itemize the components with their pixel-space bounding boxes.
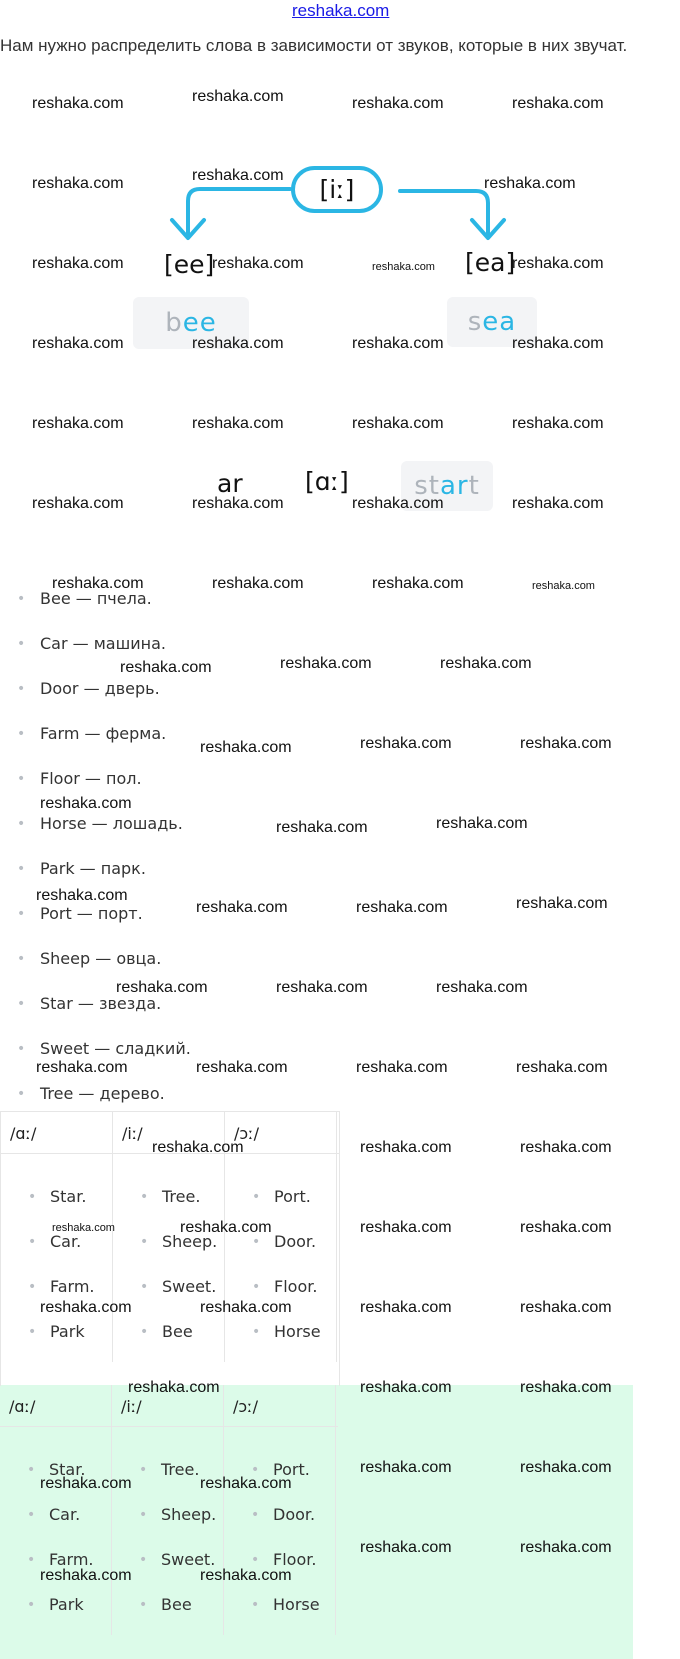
watermark: reshaka.com xyxy=(116,979,208,996)
watermark: reshaka.com xyxy=(512,255,604,272)
watermark: reshaka.com xyxy=(32,495,124,512)
watermark: reshaka.com xyxy=(280,655,372,672)
watermark: reshaka.com xyxy=(52,575,144,592)
watermark: reshaka.com xyxy=(192,415,284,432)
watermark: reshaka.com xyxy=(200,1475,292,1492)
watermark: reshaka.com xyxy=(512,95,604,112)
list-item: • Star — звезда. xyxy=(0,989,260,1034)
list-item: • Sweet — сладкий. xyxy=(0,1034,260,1079)
list-item: • Floor — пол. xyxy=(0,764,260,809)
list-item: • Horse — лошадь. xyxy=(0,809,260,854)
sounds-table-answer xyxy=(0,1385,338,1659)
watermark: reshaka.com xyxy=(200,1299,292,1316)
watermark: reshaka.com xyxy=(192,88,284,105)
list-item: • Door — дверь. xyxy=(0,674,260,719)
sound-ii-pill xyxy=(291,166,383,213)
watermark: reshaka.com xyxy=(520,1219,612,1236)
example-bee: b ee xyxy=(133,297,249,349)
watermark: reshaka.com xyxy=(360,735,452,752)
table-header: /ɔː/ xyxy=(225,1112,337,1153)
watermark: reshaka.com xyxy=(32,255,124,272)
right-arrow-icon xyxy=(400,191,488,236)
watermark: reshaka.com xyxy=(276,819,368,836)
watermark: reshaka.com xyxy=(36,887,128,904)
watermark: reshaka.com xyxy=(40,1475,132,1492)
watermark: reshaka.com xyxy=(152,1139,244,1156)
intro-text: Нам нужно распределить слова в зависимости от звуков, которые в них звучат. xyxy=(0,36,628,55)
list-item: • Star. xyxy=(1,1182,112,1227)
watermark: reshaka.com xyxy=(520,735,612,752)
list-item: • Horse xyxy=(225,1317,336,1362)
watermark: reshaka.com xyxy=(360,1539,452,1556)
list-item: • Sweet. xyxy=(113,1272,224,1317)
watermark: reshaka.com xyxy=(192,335,284,352)
watermark: reshaka.com xyxy=(484,175,576,192)
list-item: • Star. xyxy=(0,1455,111,1500)
table-column xyxy=(225,1154,337,1362)
table-column xyxy=(112,1427,224,1635)
watermark: reshaka.com xyxy=(372,261,435,273)
watermark: reshaka.com xyxy=(356,1059,448,1076)
watermark: reshaka.com xyxy=(436,815,528,832)
sound-aa: [ɑː] xyxy=(305,467,349,496)
list-item: • Door. xyxy=(225,1227,336,1272)
example-start: st ar t xyxy=(401,461,493,511)
watermark: reshaka.com xyxy=(352,415,444,432)
list-item: • Tree. xyxy=(112,1455,223,1500)
watermark: reshaka.com xyxy=(32,335,124,352)
list-item: • Port. xyxy=(224,1455,335,1500)
list-item: • Farm. xyxy=(1,1272,112,1317)
watermark: reshaka.com xyxy=(512,495,604,512)
table-header: /iː/ xyxy=(113,1112,225,1153)
list-item: • Farm. xyxy=(0,1545,111,1590)
watermark: reshaka.com xyxy=(360,1379,452,1396)
list-item: • Sweet. xyxy=(112,1545,223,1590)
watermark: reshaka.com xyxy=(360,1219,452,1236)
table-header: /ɑː/ xyxy=(1,1112,113,1153)
list-item: • Floor. xyxy=(225,1272,336,1317)
list-item: • Car. xyxy=(1,1227,112,1272)
watermark: reshaka.com xyxy=(180,1219,272,1236)
example-sea: s ea xyxy=(447,297,537,347)
list-item: • Horse xyxy=(224,1590,335,1635)
watermark: reshaka.com xyxy=(196,899,288,916)
watermark: reshaka.com xyxy=(520,1379,612,1396)
watermark: reshaka.com xyxy=(52,1222,115,1234)
watermark: reshaka.com xyxy=(200,1567,292,1584)
table-header: /ɑː/ xyxy=(0,1385,112,1426)
watermark: reshaka.com xyxy=(512,415,604,432)
watermark: reshaka.com xyxy=(352,95,444,112)
watermark: reshaka.com xyxy=(120,659,212,676)
watermark: reshaka.com xyxy=(40,1567,132,1584)
watermark: reshaka.com xyxy=(352,335,444,352)
watermark: reshaka.com xyxy=(40,795,132,812)
list-item: • Bee — пчела. xyxy=(0,584,260,629)
watermark: reshaka.com xyxy=(212,255,304,272)
table-header: /ɔː/ xyxy=(224,1385,336,1426)
spelling-ea: [ea] xyxy=(465,248,516,277)
list-item: • Sheep. xyxy=(113,1227,224,1272)
watermark: reshaka.com xyxy=(532,580,595,592)
watermark: reshaka.com xyxy=(200,739,292,756)
watermark: reshaka.com xyxy=(36,1059,128,1076)
watermark: reshaka.com xyxy=(192,167,284,184)
list-item: • Car. xyxy=(0,1500,111,1545)
watermark: reshaka.com xyxy=(516,1059,608,1076)
table-column xyxy=(1,1154,113,1362)
watermark: reshaka.com xyxy=(356,899,448,916)
list-item: • Port — порт. xyxy=(0,899,260,944)
list-item: • Park xyxy=(1,1317,112,1362)
table-column xyxy=(224,1427,336,1635)
list-item: • Farm — ферма. xyxy=(0,719,260,764)
watermark: reshaka.com xyxy=(32,415,124,432)
watermark: reshaka.com xyxy=(196,1059,288,1076)
watermark: reshaka.com xyxy=(32,95,124,112)
watermark: reshaka.com xyxy=(212,575,304,592)
watermark: reshaka.com xyxy=(360,1299,452,1316)
watermark: reshaka.com xyxy=(520,1299,612,1316)
watermark: reshaka.com xyxy=(520,1459,612,1476)
spelling-ar: ar xyxy=(217,469,243,498)
list-item: • Door. xyxy=(224,1500,335,1545)
table-column xyxy=(0,1427,112,1635)
watermark: reshaka.com xyxy=(360,1459,452,1476)
watermark: reshaka.com xyxy=(512,335,604,352)
list-item: • Bee xyxy=(113,1317,224,1362)
list-item: • Floor. xyxy=(224,1545,335,1590)
watermark: reshaka.com xyxy=(360,1139,452,1156)
list-item: • Bee xyxy=(112,1590,223,1635)
watermark: reshaka.com xyxy=(440,655,532,672)
table-column xyxy=(113,1154,225,1362)
watermark: reshaka.com xyxy=(352,495,444,512)
watermark: reshaka.com xyxy=(192,495,284,512)
list-item: • Sheep — овца. xyxy=(0,944,260,989)
watermark: reshaka.com xyxy=(32,175,124,192)
list-item: • Sheep. xyxy=(112,1500,223,1545)
watermark: reshaka.com xyxy=(40,1299,132,1316)
list-item: • Tree — дерево. xyxy=(0,1079,260,1124)
watermark: reshaka.com xyxy=(128,1379,220,1396)
watermark: reshaka.com xyxy=(436,979,528,996)
watermark: reshaka.com xyxy=(516,895,608,912)
list-item: • Tree. xyxy=(113,1182,224,1227)
list-item: • Park xyxy=(0,1590,111,1635)
watermark: reshaka.com xyxy=(372,575,464,592)
arrows-diagram xyxy=(0,150,560,250)
list-item: • Car — машина. xyxy=(0,629,260,674)
table-header: /iː/ xyxy=(112,1385,224,1426)
spelling-ee: [ee] xyxy=(164,250,215,279)
watermark: reshaka.com xyxy=(520,1139,612,1156)
list-item: • Park — парк. xyxy=(0,854,260,899)
watermark: reshaka.com xyxy=(520,1539,612,1556)
site-link[interactable]: reshaka.com xyxy=(292,1,390,20)
list-item: • Port. xyxy=(225,1182,336,1227)
sound-ii: [iː] xyxy=(319,175,355,204)
watermark: reshaka.com xyxy=(276,979,368,996)
left-arrow-icon xyxy=(188,189,290,236)
